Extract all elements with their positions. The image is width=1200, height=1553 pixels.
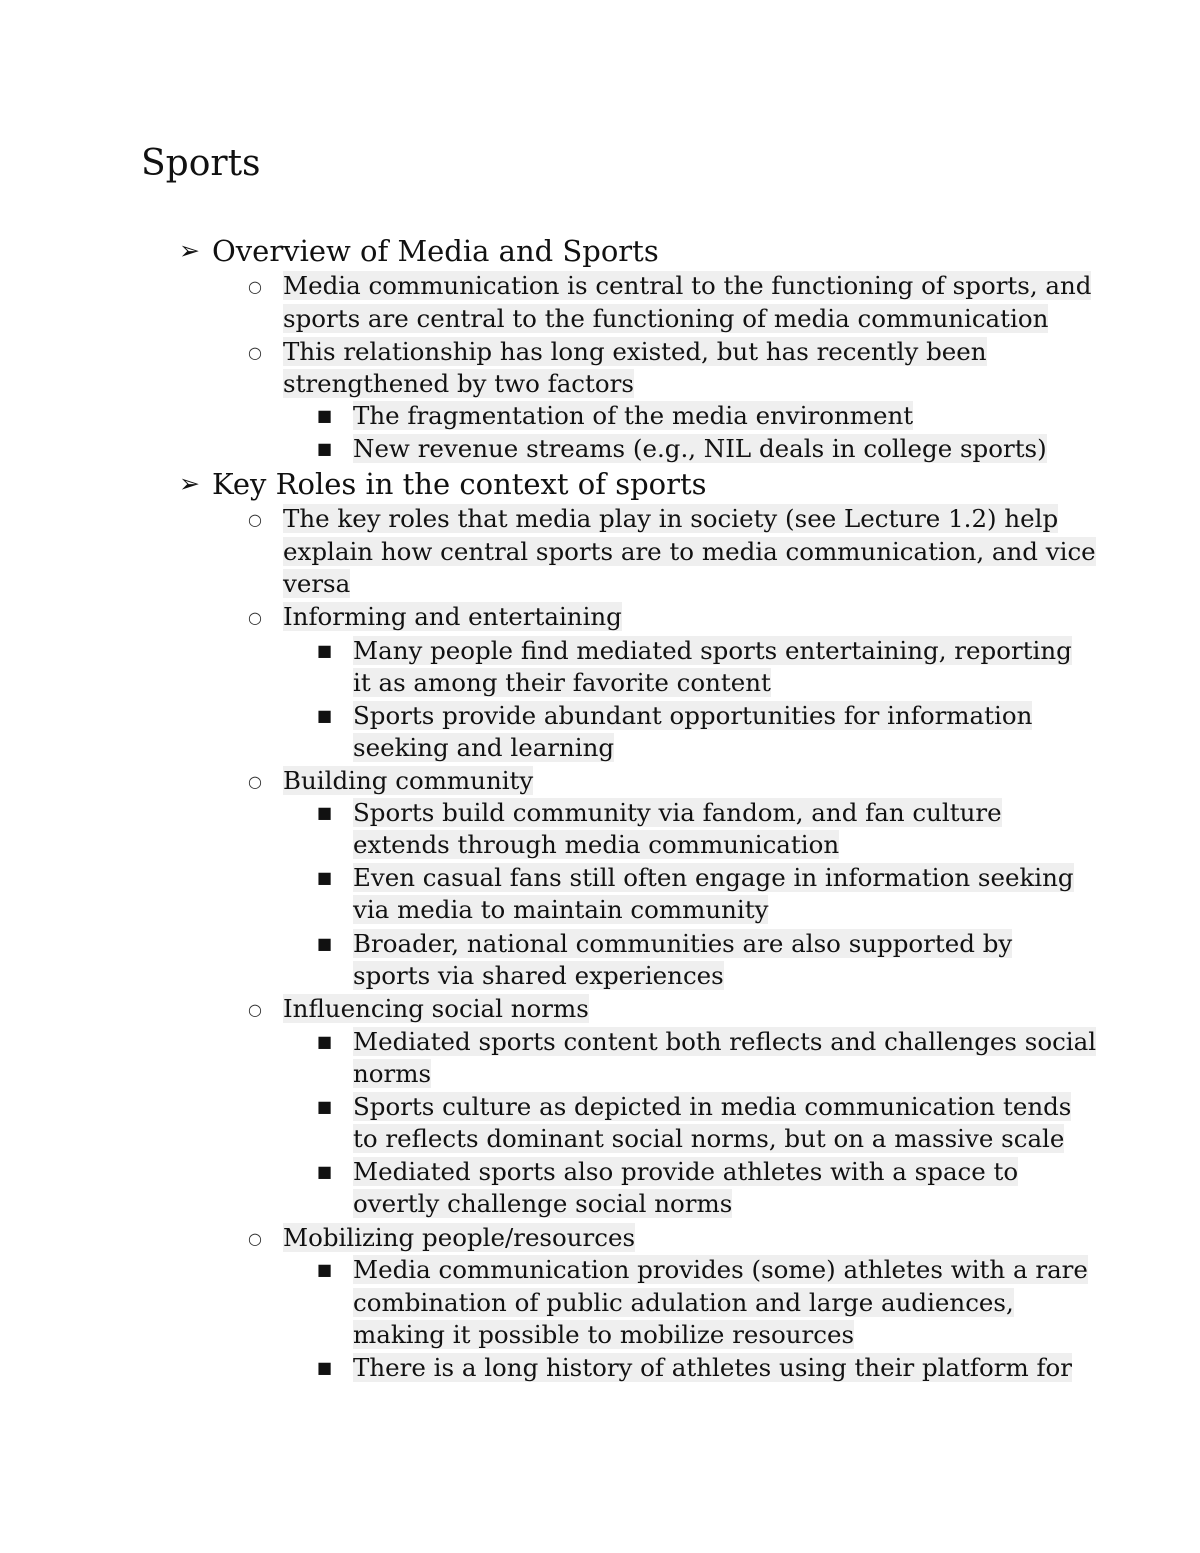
outline-item-continuation: [283, 568, 350, 600]
square-bullet-icon: ■: [317, 1032, 333, 1051]
circle-bullet-icon: ○: [248, 1229, 262, 1248]
square-bullet-icon: ■: [317, 1097, 333, 1116]
outline-item-text: explain how central sports are to media communication, and vice: [283, 537, 1096, 566]
outline-item-continuation: [353, 894, 768, 926]
circle-bullet-icon: ○: [248, 1000, 262, 1019]
outline-item-text: Building community: [283, 766, 534, 795]
outline-item-text: Key Roles in the context of sports: [212, 467, 707, 501]
outline-item-level-2: [248, 601, 622, 633]
outline-item-continuation: [353, 1188, 732, 1220]
square-bullet-icon: ■: [317, 641, 333, 660]
outline-item-text: Overview of Media and Sports: [212, 234, 659, 268]
outline-item-text: sports are central to the functioning of media communication: [283, 304, 1049, 333]
outline-item-text: This relationship has long existed, but has recently been: [283, 337, 987, 366]
outline-item-continuation: [353, 1123, 1064, 1155]
outline-item-text: Media communication is central to the functioning of sports, and: [283, 271, 1092, 300]
square-bullet-icon: ■: [317, 1162, 333, 1181]
outline-item-level-1: [179, 234, 659, 268]
outline-item-level-2: [248, 993, 589, 1025]
outline-item-level-3: [317, 1254, 1088, 1286]
outline-item-level-2: [248, 270, 1092, 302]
square-bullet-icon: ■: [317, 1358, 333, 1377]
circle-bullet-icon: ○: [248, 343, 262, 362]
outline-item-text: Sports build community via fandom, and fan culture: [353, 798, 1002, 827]
outline-item-text: to reflects dominant social norms, but on a massive scale: [353, 1124, 1065, 1153]
outline-item-level-3: [317, 1026, 1097, 1058]
arrow-bullet-icon: ➢: [179, 236, 200, 265]
outline-item-level-3: [317, 797, 1002, 829]
outline-item-text: via media to maintain community: [353, 895, 769, 924]
square-bullet-icon: ■: [317, 868, 333, 887]
outline-item-text: Mediated sports content both reflects and challenges social: [353, 1027, 1097, 1056]
outline-item-level-2: [248, 765, 534, 797]
outline-item-level-3: [317, 433, 1047, 465]
outline-item-level-3: [317, 635, 1072, 667]
outline-item-text: Influencing social norms: [283, 994, 589, 1023]
square-bullet-icon: ■: [317, 406, 333, 425]
outline-item-text: making it possible to mobilize resources: [353, 1320, 855, 1349]
outline-item-text: extends through media communication: [353, 830, 840, 859]
outline-item-text: The fragmentation of the media environment: [353, 401, 914, 430]
circle-bullet-icon: ○: [248, 772, 262, 791]
outline-item-continuation: [353, 667, 771, 699]
circle-bullet-icon: ○: [248, 510, 262, 529]
outline-item-level-3: [317, 1156, 1019, 1188]
outline-item-text: overtly challenge social norms: [353, 1189, 733, 1218]
circle-bullet-icon: ○: [248, 277, 262, 296]
outline-item-text: sports via shared experiences: [353, 961, 724, 990]
outline-item-level-3: [317, 1091, 1072, 1123]
outline-item-continuation: [353, 1058, 431, 1090]
outline-item-level-2: [248, 503, 1059, 535]
outline-item-text: Sports culture as depicted in media communication tends: [353, 1092, 1072, 1121]
outline-item-text: Media communication provides (some) athletes with a rare: [353, 1255, 1088, 1284]
outline-item-level-3: [317, 928, 1013, 960]
outline-item-continuation: [353, 1287, 1014, 1319]
outline-item-level-3: [317, 1352, 1072, 1384]
outline-item-text: versa: [283, 569, 351, 598]
square-bullet-icon: ■: [317, 1260, 333, 1279]
outline-item-text: norms: [353, 1059, 432, 1088]
outline-item-level-2: [248, 336, 987, 368]
outline-item-level-1: [179, 467, 707, 501]
outline-item-text: Mobilizing people/resources: [283, 1223, 636, 1252]
outline-item-continuation: [283, 536, 1096, 568]
outline-item-text: There is a long history of athletes using their platform for: [353, 1353, 1072, 1382]
outline-item-text: seeking and learning: [353, 733, 615, 762]
circle-bullet-icon: ○: [248, 608, 262, 627]
square-bullet-icon: ■: [317, 934, 333, 953]
outline-item-continuation: [353, 960, 724, 992]
outline-item-continuation: [283, 303, 1048, 335]
outline-item-text: strengthened by two factors: [283, 369, 634, 398]
outline-item-text: The key roles that media play in society (see Lecture 1.2) help: [283, 504, 1059, 533]
outline-item-text: Broader, national communities are also supported by: [353, 929, 1013, 958]
outline-item-text: Many people find mediated sports entertaining, reporting: [353, 636, 1072, 665]
square-bullet-icon: ■: [317, 439, 333, 458]
square-bullet-icon: ■: [317, 803, 333, 822]
outline-item-text: New revenue streams (e.g., NIL deals in college sports): [353, 434, 1047, 463]
outline-item-text: combination of public adulation and large audiences,: [353, 1288, 1014, 1317]
outline-item-text: Sports provide abundant opportunities for information: [353, 701, 1033, 730]
outline-item-level-3: [317, 700, 1033, 732]
outline-item-level-2: [248, 1222, 636, 1254]
outline-item-level-3: [317, 862, 1074, 894]
square-bullet-icon: ■: [317, 706, 333, 725]
outline-item-continuation: [353, 829, 839, 861]
outline-item-text: Mediated sports also provide athletes with a space to: [353, 1157, 1019, 1186]
outline-item-level-3: [317, 400, 914, 432]
outline-item-text: Even casual fans still often engage in information seeking: [353, 863, 1074, 892]
page-title: Sports: [141, 143, 261, 184]
outline-item-continuation: [353, 1319, 854, 1351]
outline-item-text: it as among their favorite content: [353, 668, 771, 697]
outline-item-text: Informing and entertaining: [283, 602, 622, 631]
arrow-bullet-icon: ➢: [179, 469, 200, 498]
outline-item-continuation: [283, 368, 634, 400]
outline-item-continuation: [353, 732, 614, 764]
